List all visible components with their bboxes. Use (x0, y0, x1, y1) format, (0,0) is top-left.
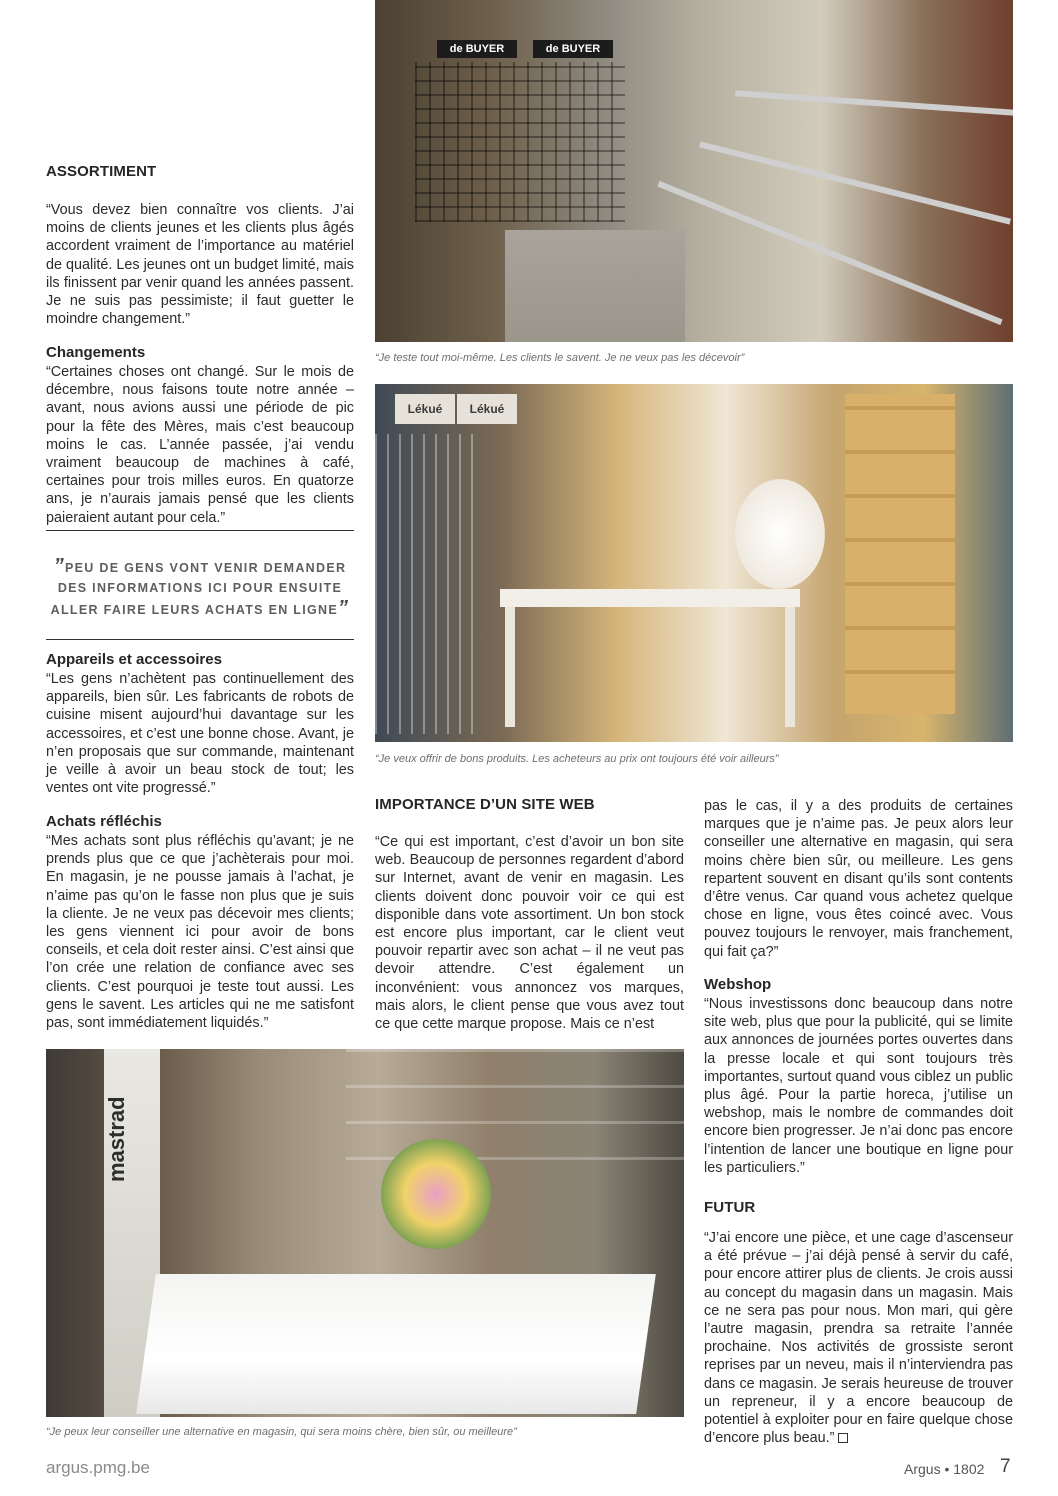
display-table-top (500, 589, 800, 607)
end-of-article-icon (838, 1433, 848, 1443)
caption-photo1: “Je teste tout moi-même. Les clients le savent. Je ne veux pas les décevoir” (375, 352, 745, 364)
wire-rack (375, 434, 475, 734)
tablecloth (136, 1274, 656, 1414)
footer-url[interactable]: argus.pmg.be (46, 1458, 150, 1477)
brand-sign: de BUYER (533, 40, 613, 58)
brand-sign: mastrad (104, 1096, 129, 1182)
paragraph-site-web: “Ce qui est important, c’est d’avoir un bon site web. Beaucoup de personnes regardent d’abord sur Internet, avant de venir en magasin. Les clients doivent donc pouvoir voir ce qui est disponible dans vote assortiment. Un bon stock est encore plus important, car le client veut pouvoir repartir avec son achat – il ne veut pas devoir attendre. C’est également un inconvénient: vous annoncez vos marques, mais alors, le client pense que vous avez tout ce que cette marque propose. Mais ce n’est (375, 834, 684, 1033)
caption-photo2: “Je veux offrir de bons produits. Les acheteurs au prix ont toujours été voir ailleurs” (375, 753, 779, 765)
brand-sign: de BUYER (437, 40, 517, 58)
table-leg (785, 607, 795, 727)
photo-shelf (657, 181, 1002, 325)
pullquote-rule-bottom (46, 639, 354, 640)
flower-bouquet (381, 1139, 491, 1249)
paragraph-futur (704, 1229, 1013, 1447)
utensil-tower (845, 394, 955, 714)
heading-achats: Achats réfléchis (46, 813, 162, 830)
brand-sign: Lékué (457, 394, 517, 424)
pullquote-close-mark: ” (338, 597, 350, 619)
paragraph-assortiment: “Vous devez bien connaître vos clients. J’ai moins de clients jeunes et les clients plus âgés accordent vraiment de l’importance au matériel de qualité. Les jeunes ont un budget limité, mais ils finissent par venir quand les années passent. Je ne suis pas pessimiste; il faut guetter le moindre changement.” (46, 202, 354, 328)
pullquote (46, 556, 354, 620)
photo-floor (505, 230, 685, 342)
photo-shelf (699, 141, 1011, 224)
pullquote-open-mark: ” (53, 555, 65, 577)
brand-sign: Lékué (395, 394, 455, 424)
heading-webshop: Webshop (704, 976, 772, 993)
paragraph-webshop: “Nous investissons donc beaucoup dans notre site web, plus que pour la publicité, qui se limite aux annonces de journées portes ouvertes dans la presse locale et qui sont toujours très importantes, surtout quand vous ciblez un public plus âgé. Pour la partie horeca, j’utilise un webshop, mais le nombre de commandes doit encore bien progresser. Je n’ai donc pas encore l’intention de lancer une boutique en ligne pour les particuliers.” (704, 996, 1013, 1176)
pullquote-rule-top (46, 530, 354, 531)
footer-issue: Argus • 1802 (904, 1461, 985, 1477)
store-photo-shelves (375, 0, 1013, 342)
paragraph-appareils: “Les gens n’achètent pas continuellement des appareils, bien sûr. Les fabricants de robots de cuisine misent aujourd’hui davantage sur les accessoires, et c’est une bonne chose. Avant, je n’en proposais que sur commande, maintenant je veille à avoir un beau stock de tout; les ventes ont vite progressé.” (46, 671, 354, 797)
store-photo-display-table (375, 384, 1013, 742)
caption-photo3: “Je peux leur conseiller une alternative en magasin, qui sera moins chère, bien sûr, ou meilleure” (46, 1426, 517, 1438)
cake-stand (735, 479, 825, 589)
futur-text: “J’ai encore une pièce, et une cage d’ascenseur a été prévue – j’ai déjà pensé à servir du café, pour encore attirer plus de clients. Je crois aussi au concept du magasin dans un magasin. Mais ce ne sera pas pour nous. Mon mari, qui gère l’autre magasin, prendra sa retraite l’année prochaine. Nos activités de grossiste seront reprises par un neveu, mais il n’interviendra pas dans ce magasin. Je serais heureuse de trouver un repreneur, il y a encore beaucoup de potentiel à exploiter pour en faire quelque chose d’encore plus beau.” (704, 1230, 1013, 1447)
page-number: 7 (1000, 1456, 1011, 1477)
back-shelves (346, 1049, 684, 1169)
heading-appareils: Appareils et accessoires (46, 651, 222, 668)
paragraph-continuation: pas le cas, il y a des produits de certaines marques que je n’aime pas. Je peux alors leur conseiller une alternative en magasin, qui sera moins chère bien sûr, ou meilleure. Les gens repartent souvent en disant qu’ils sont contents d’être venus. Car quand vous achetez quelque chose en ligne, vous êtes coincé avec. Vous pouvez toujours le renvoyer, mais franchement, qui fait ça?” (704, 798, 1013, 960)
paragraph-changements: “Certaines choses ont changé. Sur le mois de décembre, nous faisons toute notre année – avant, nous avions aussi une période de pic pour la fête des Mères, mais c’est beaucoup moins le cas. L’année passée, j’ai vendu vraiment beaucoup de machines à café, certaines pour trois milles euros. En quatorze ans, je n’aurais jamais pensé que les clients paieraient autant pour cela.” (46, 364, 354, 526)
pullquote-text: PEU DE GENS VONT VENIR DEMANDER DES INFORMATIONS ICI POUR ENSUITE ALLER FAIRE LEURS ACHATS EN LIGNE (50, 561, 347, 617)
heading-changements: Changements (46, 344, 146, 361)
heading-site-web: IMPORTANCE D’UN SITE WEB (375, 796, 595, 813)
heading-futur: FUTUR (704, 1199, 756, 1216)
store-photo-set-table (46, 1049, 684, 1417)
table-leg (505, 607, 515, 727)
pan-rack (415, 62, 625, 222)
photo-shelf (735, 90, 1013, 116)
heading-assortiment: ASSORTIMENT (46, 163, 157, 180)
paragraph-achats: “Mes achats sont plus réfléchis qu’avant; je ne prends plus que ce que j’achèterais pour moi. En magasin, je ne pousse jamais à l’achat, je n’aime pas qu’on le fasse non plus que je suis la cliente. Je ne veux pas décevoir mes clients; les gens viennent ici pour avoir de bons conseils, et cela doit rester ainsi. C’est ainsi que l’on crée une relation de confiance avec ses clients. C’est pourquoi je teste tout aussi. Les gens le savent. Les articles qui ne me satisfont pas, sont immédiatement liquidés.” (46, 833, 354, 1032)
